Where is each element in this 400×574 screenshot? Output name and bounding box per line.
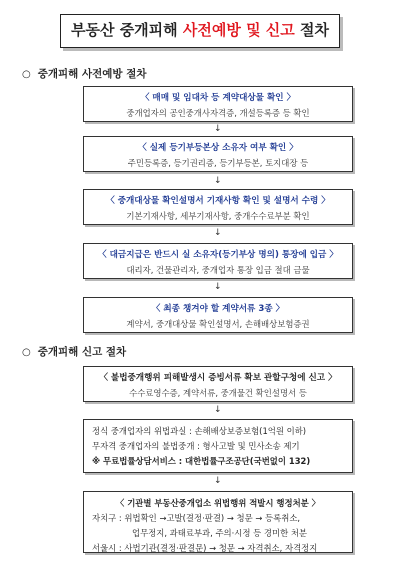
- district-disposition-line-cont: 업무정지, 과태료부과, 주의·시정 등 경미한 처분: [132, 528, 308, 538]
- step-title: 〈 최종 챙겨야 할 계약서류 3종 〉: [151, 304, 285, 314]
- prevention-heading: [22, 66, 146, 81]
- step-title: 〈 불법중개행위 피해발생시 증빙서류 확보 관할구청에 신고 〉: [99, 373, 337, 383]
- title-part1: 부동산 중개피해: [71, 21, 183, 39]
- circle-bullet-icon: ○: [22, 69, 31, 80]
- report-step-1: [83, 366, 353, 402]
- step-title: 〈 기관별 부동산중개업소 위법행위 적발시 행정처분 〉: [115, 498, 321, 508]
- report-step-3: [83, 491, 353, 553]
- down-arrow-icon: ↓: [214, 228, 222, 238]
- step-title: 〈 매매 및 임대차 등 계약대상물 확인 〉: [140, 93, 296, 103]
- step-detail: 수수료영수증, 계약서류, 중개물건 확인설명서 등: [129, 388, 307, 398]
- step-detail: 기본기재사항, 세부기재사항, 중개수수료부분 확인: [126, 211, 310, 221]
- down-arrow-icon: ↓: [214, 476, 222, 486]
- prevention-heading-label: 중개피해 사전예방 절차: [37, 68, 147, 80]
- step-title: 〈 실제 등기부등본상 소유자 여부 확인 〉: [138, 143, 298, 153]
- step-title: 〈 중개대상물 확인설명서 기재사항 확인 및 설명서 수령 〉: [106, 196, 330, 206]
- down-arrow-icon: ↓: [214, 405, 222, 415]
- report-step-2: [83, 419, 353, 473]
- prevention-step-5: [83, 297, 353, 333]
- remedy-licensed-line: 정식 중개업자의 위법과실 : 손해배상보증보험(1억원 이하): [92, 426, 307, 436]
- step-detail: 주민등록증, 등기권리증, 등기부등본, 토지대장 등: [127, 158, 309, 168]
- title-highlight: 사전예방 및 신고: [182, 21, 295, 39]
- prevention-step-4: [83, 243, 353, 279]
- down-arrow-icon: ↓: [214, 282, 222, 292]
- report-heading: [22, 344, 126, 359]
- prevention-step-3: [83, 189, 353, 225]
- step-title: 〈 대금지급은 반드시 실 소유자(등기부상 명의) 통장에 입금 〉: [98, 250, 338, 260]
- down-arrow-icon: ↓: [214, 124, 222, 134]
- step-detail: 계약서, 중개대상물 확인설명서, 손해배상보험증권: [126, 319, 310, 329]
- down-arrow-icon: ↓: [214, 176, 222, 186]
- step-detail: 중개업자의 공인중개사자격증, 개설등록증 등 확인: [126, 108, 310, 118]
- report-heading-label: 중개피해 신고 절차: [37, 346, 127, 358]
- free-legal-service-line: ※ 무료법률상담서비스 : 대한법률구조공단(국번없이 132): [92, 456, 311, 466]
- circle-bullet-icon: ○: [22, 347, 31, 358]
- title-part3: 절차: [294, 21, 329, 39]
- district-disposition-line: 자치구 : 위법확인 →고발(결정·판결) → 청문 → 등록취소,: [92, 513, 301, 523]
- seoul-disposition-line: 서울시 : 사법기관(결정·판결문) → 청문 → 자격취소, 자격정지: [92, 543, 318, 553]
- remedy-unlicensed-line: 무자격 중개업자의 불법중개 : 형사고발 및 민사소송 제기: [92, 441, 300, 451]
- prevention-step-2: [83, 136, 353, 172]
- step-detail: 대리자, 건물관리자, 중개업자 통장 입금 절대 금물: [126, 265, 310, 275]
- page-title: [60, 14, 340, 48]
- prevention-step-1: [83, 86, 353, 122]
